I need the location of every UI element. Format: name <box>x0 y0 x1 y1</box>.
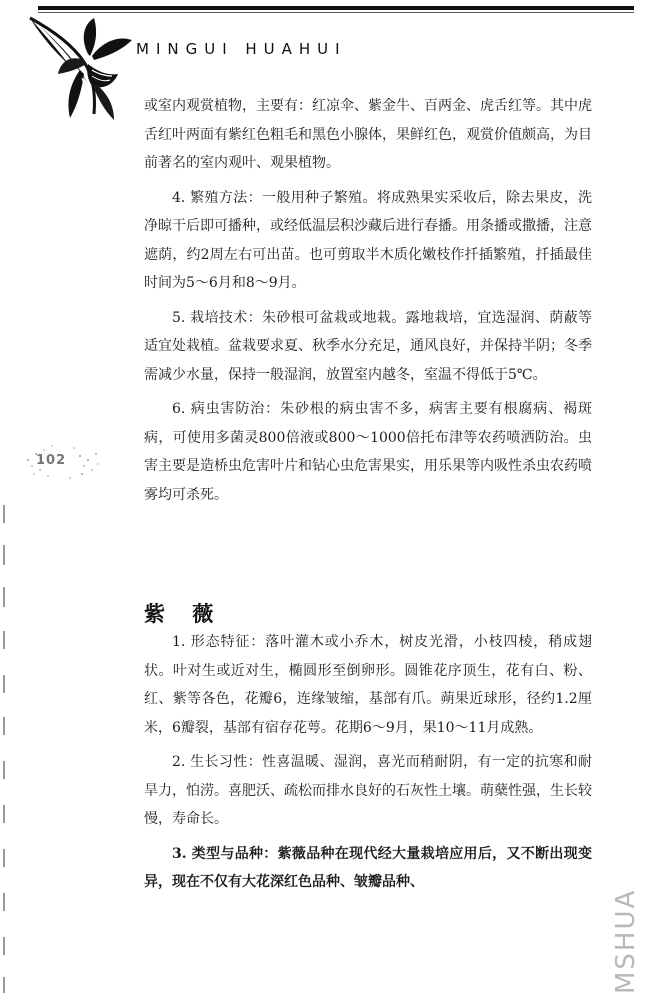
paragraph-varieties: 3. 类型与品种：紫薇品种在现代经大量栽培应用后，又不断出现变异，现在不仅有大花深红色品种、皱瓣品种、 <box>144 845 592 890</box>
section-heading: 紫 薇 <box>144 601 224 626</box>
paragraph-continuation: 或室内观赏植物，主要有：红凉伞、紫金牛、百两金、虎舌红等。其中虎舌红叶两面有紫红色粗毛和黑色小腺体，果鲜红色，观赏价值颇高，为目前著名的室内观叶、观果植物。 <box>144 98 592 171</box>
watermark-text: MSHUA <box>611 888 641 994</box>
page-number: 102 <box>36 453 67 468</box>
running-header-title: MINGUI HUAHUI <box>136 40 347 58</box>
paragraph-morphology: 1. 形态特征：落叶灌木或小乔木，树皮光滑，小枝四棱，稍成翅状。叶对生或近对生，椭圆形至倒卵形。圆锥花序顶生，花有白、粉、红、紫等各色，花瓣6，连缘皱缩，基部有爪。蒴果近球形，径约1.2厘米，6瓣裂，基部有宿存花萼。花期6～9月，果10～11月成熟。 <box>144 634 592 736</box>
bottom-text-block <box>144 628 592 897</box>
paragraph-pest-control: 6. 病虫害防治：朱砂根的病虫害不多，病害主要有根腐病、褐斑病，可使用多菌灵800倍液或800～1000倍托布津等农药喷洒防治。虫害主要是造桥虫危害叶片和钻心虫危害果实，用乐果等内吸性杀虫农药喷雾均可杀死。 <box>144 401 592 503</box>
paragraph-cultivation: 5. 栽培技术：朱砂根可盆栽或地栽。露地栽培，宜选湿润、荫蔽等适宜处栽植。盆栽要求夏、秋季水分充足，通风良好，并保持半阴；冬季需减少水量，保持一般湿润，放置室内越冬，室温不得低于5℃。 <box>144 309 592 383</box>
watermark <box>604 886 644 996</box>
paragraph-growth-habit: 2. 生长习性：性喜温暖、湿润，喜光而稍耐阴，有一定的抗寒和耐旱力，怕涝。喜肥沃、疏松而排水良好的石灰性土壤。萌蘖性强，生长较慢，寿命长。 <box>144 754 592 827</box>
paragraph-propagation: 4. 繁殖方法：一般用种子繁殖。将成熟果实采收后，除去果皮，洗净晾干后即可播种，或经低温层积沙藏后进行春播。用条播或撒播，注意遮荫，约2周左右可出苗。也可剪取半木质化嫩枝作扦插繁殖，扦插最佳时间为5～6月和8～9月。 <box>144 189 592 291</box>
top-text-block <box>144 92 592 509</box>
header-rule-thin <box>38 12 634 13</box>
orchid-flower-icon <box>22 14 142 124</box>
binding-edge-marks <box>2 505 6 995</box>
header-rule <box>38 6 634 10</box>
